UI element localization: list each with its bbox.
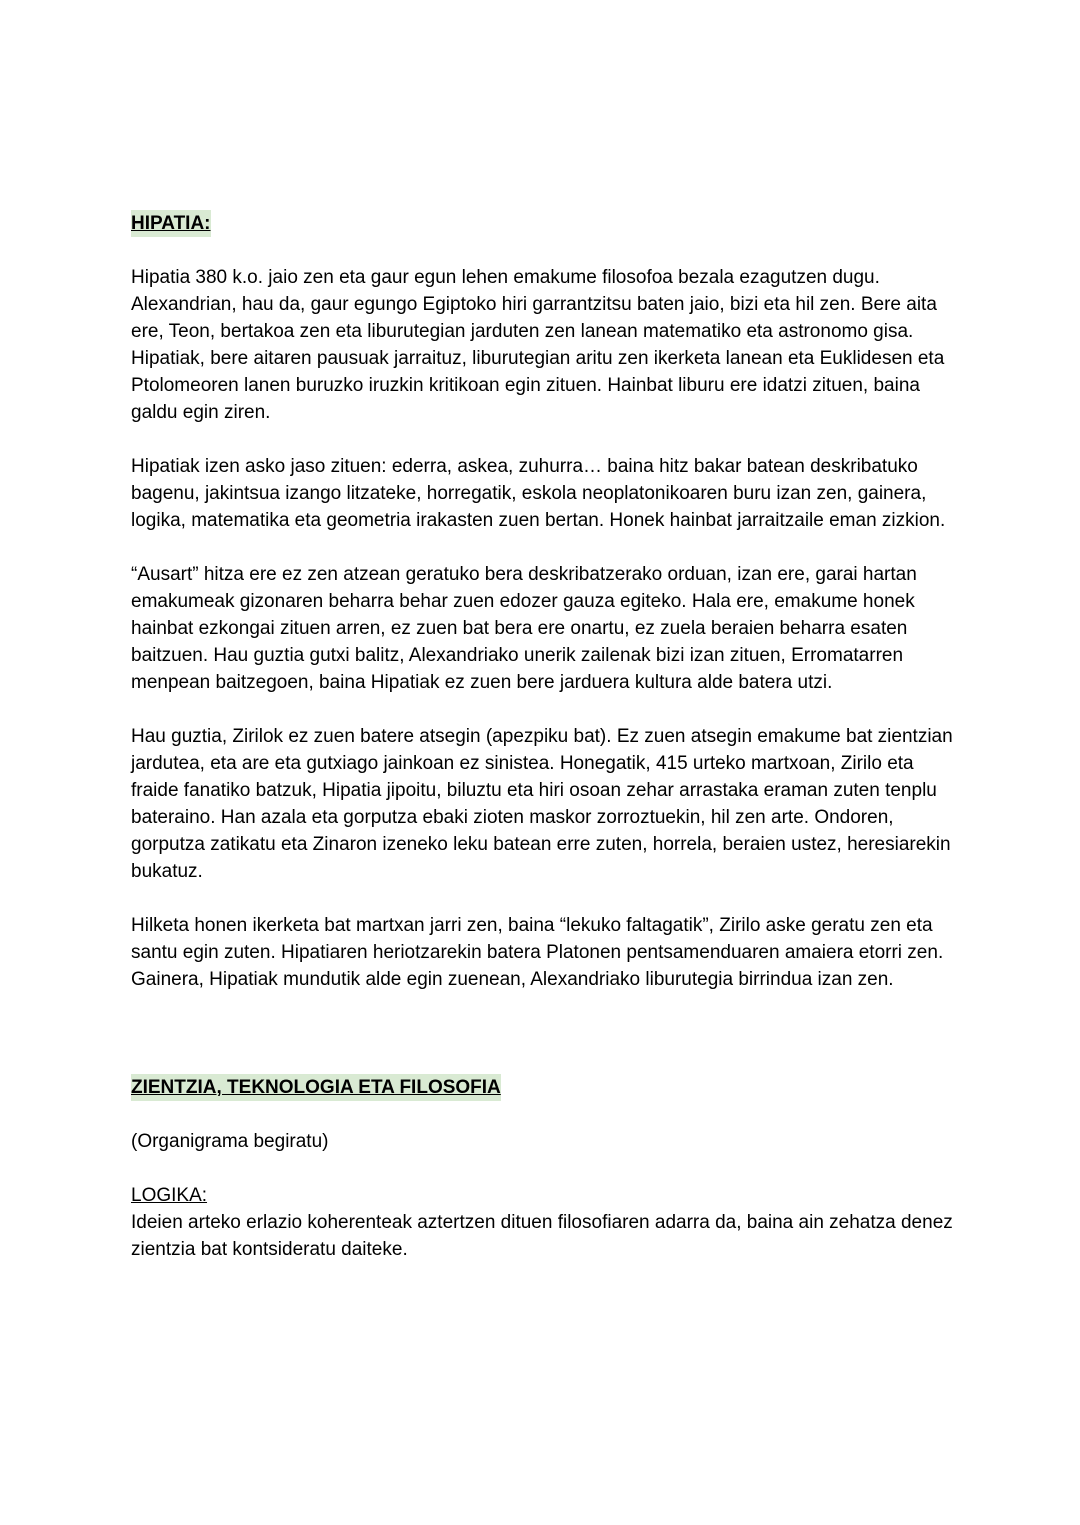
section-zientzia <box>131 1074 961 1263</box>
section-heading-zientzia: ZIENTZIA, TEKNOLOGIA ETA FILOSOFIA <box>131 1074 501 1101</box>
section-hipatia <box>131 210 961 993</box>
paragraph-5: Hilketa honen ikerketa bat martxan jarri zen, baina “lekuko faltagatik”, Zirilo aske geratu zen eta santu egin zuten. Hipatiaren heriotzarekin batera Platonen pentsamenduaren amaiera etorri zen. Gainera, Hipatiak mundutik alde egin zuenean, Alexandriako liburutegia birrindua izan zen. <box>131 915 944 990</box>
paragraph-1: Hipatia 380 k.o. jaio zen eta gaur egun lehen emakume filosofoa bezala ezagutzen dugu. Alexandrian, hau da, gaur egungo Egiptoko hiri garrantzitsu baten jaio, bizi eta hil zen. Bere aita ere, Teon, bertakoa zen eta liburutegian jarduten zen lanean matematiko eta astronomo gisa. Hipatiak, bere aitaren pausuak jarraituz, liburutegian aritu zen ikerketa lanean eta Euklidesen eta Ptolomeoren lanen buruzko iruzkin kritikoan egin zituen. Hainbat liburu ere idatzi zituen, baina galdu egin ziren. <box>131 267 945 423</box>
document-page <box>131 210 961 1263</box>
logika-text: Ideien arteko erlazio koherenteak aztertzen dituen filosofiaren adarra da, baina ain zehatza denez zientzia bat kontsideratu daiteke. <box>131 1212 953 1260</box>
subheading-logika: LOGIKA: <box>131 1185 208 1206</box>
paragraph-2: Hipatiak izen asko jaso zituen: ederra, askea, zuhurra… baina hitz bakar batean deskribatuko bagenu, jakintsua izango litzateke, horregatik, eskola neoplatonikoaren buru izan zen, gainera, logika, matematika eta geometria irakasten zuen bertan. Honek hainbat jarraitzaile eman zizkion. <box>131 456 946 531</box>
organigram-note: (Organigrama begiratu) <box>131 1131 329 1152</box>
section-heading-hipatia: HIPATIA: <box>131 210 211 237</box>
paragraph-4: Hau guztia, Zirilok ez zuen batere atsegin (apezpiku bat). Ez zuen atsegin emakume bat zientzian jardutea, eta are eta gutxiago jainkoan ez sinistea. Honegatik, 415 urteko martxoan, Zirilo eta fraide fanatiko batzuk, Hipatia jipoitu, biluztu eta hiri osoan zehar arrastaka eraman zuten tenplu bateraino. Han azala eta gorputza ebaki zioten maskor zorroztuekin, hil zen arte. Ondoren, gorputza zatikatu eta Zinaron izeneko leku batean erre zuten, horrela, beraien ustez, heresiarekin bukatuz. <box>131 726 953 882</box>
paragraph-3: “Ausart” hitza ere ez zen atzean geratuko bera deskribatzerako orduan, izan ere, garai hartan emakumeak gizonaren beharra behar zuen edozer gauza egiteko. Hala ere, emakume honek hainbat ezkongai zituen arren, ez zuen bat bera ere onartu, ez zuela beraien beharra esaten baitzuen. Hau guztia gutxi balitz, Alexandriako unerik zailenak bizi izan zituen, Erromatarren menpean baitzegoen, baina Hipatiak ez zuen bere jarduera kultura alde batera utzi. <box>131 564 917 693</box>
